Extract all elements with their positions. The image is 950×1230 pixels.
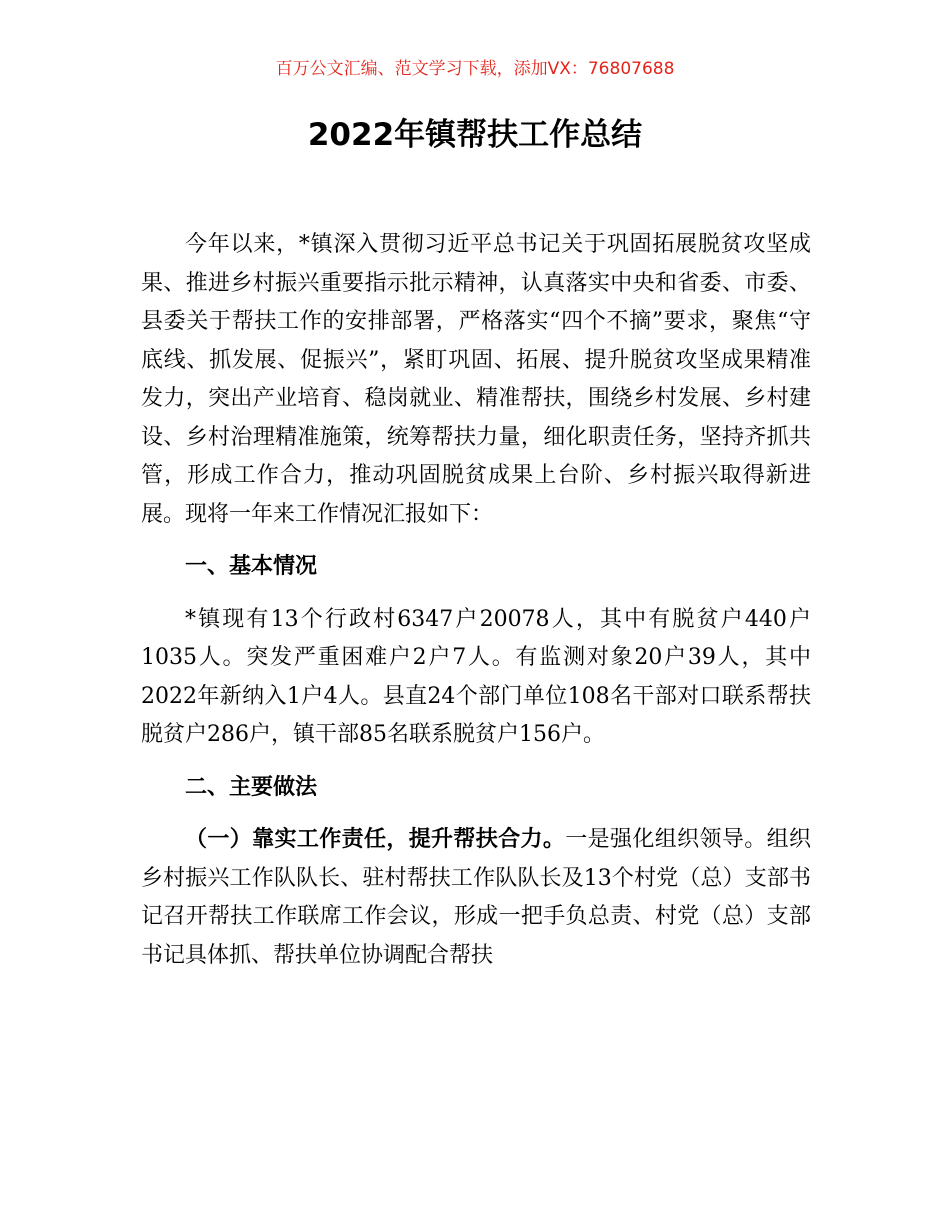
section-heading-basic-situation: 一、基本情况: [185, 554, 318, 579]
main-practices-paragraph: [141, 821, 811, 975]
subsection-lead: （一）靠实工作责任，提升帮扶合力。: [185, 827, 566, 852]
header-note: 百万公文汇编、范文学习下载，添加VX：76807688: [275, 59, 675, 79]
basic-situation-paragraph: *镇现有13个行政村6347户20078人，其中有脱贫户440户1035人。突发严重困难户2户7人。有监测对象20户39人，其中2022年新纳入1户4人。县直24个部门单位108名干部对口联系帮扶脱贫户286户，镇干部85名联系脱贫户156户。: [141, 606, 811, 747]
document-title: 2022年镇帮扶工作总结: [307, 117, 643, 153]
document-body: [141, 226, 811, 975]
section-heading-main-practices: 二、主要做法: [185, 774, 318, 800]
subsection-text: 一是强化组织领导。组织乡村振兴工作队队长、驻村帮扶工作队队长及13个村党（总）支部书记召开帮扶工作联席工作会议，形成一把手负总责、村党（总）支部书记具体抓、帮扶单位协调配合帮扶: [141, 827, 811, 968]
intro-paragraph: 今年以来，*镇深入贯彻习近平总书记关于巩固拓展脱贫攻坚成果、推进乡村振兴重要指示批示精神，认真落实中央和省委、市委、县委关于帮扶工作的安排部署，严格落实“四个不摘”要求，聚焦“守底线、抓发展、促振兴”，紧盯巩固、拓展、提升脱贫攻坚成果精准发力，突出产业培育、稳岗就业、精准帮扶，围绕乡村发展、乡村建设、乡村治理精准施策，统筹帮扶力量，细化职责任务，坚持齐抓共管，形成工作合力，推动巩固脱贫成果上台阶、乡村振兴取得新进展。现将一年来工作情况汇报如下：: [141, 232, 811, 527]
